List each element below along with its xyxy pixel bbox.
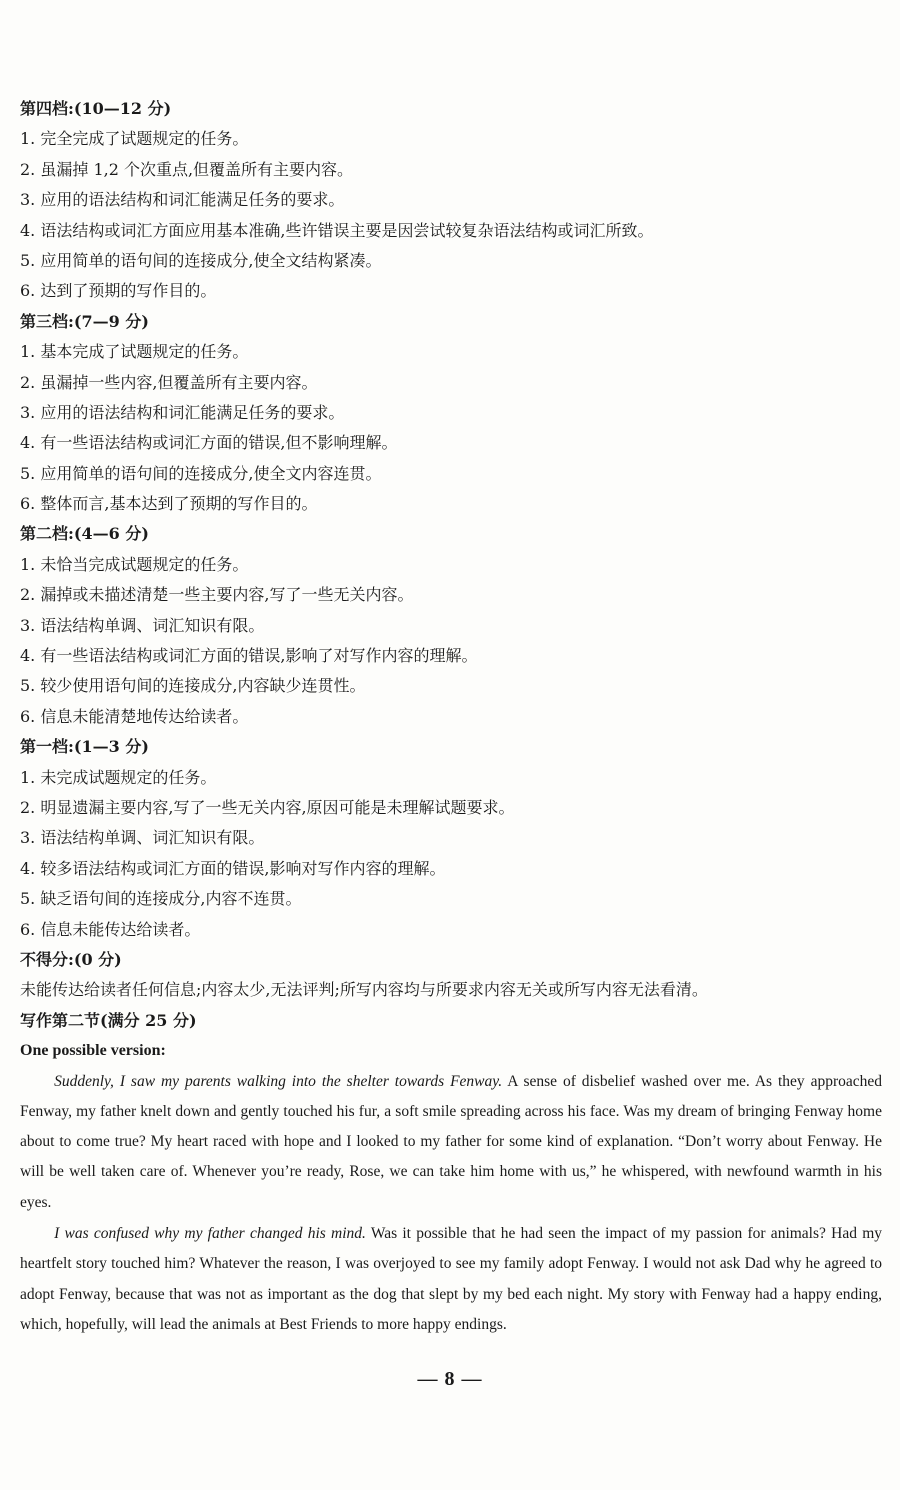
tier-section-3 — [20, 307, 882, 520]
section-heading: 写作第二节(满分 25 分) — [20, 1010, 197, 1030]
criteria-item: 4. 有一些语法结构或词汇方面的错误,影响了对写作内容的理解。 — [20, 646, 478, 666]
criteria-item: 1. 基本完成了试题规定的任务。 — [20, 342, 249, 362]
criteria-item: 未能传达给读者任何信息;内容太少,无法评判;所写内容均与所要求内容无关或所写内容无法看清。 — [20, 980, 708, 1000]
criteria-item: 5. 较少使用语句间的连接成分,内容缺少连贯性。 — [20, 676, 366, 696]
criteria-item: 3. 应用的语法结构和词汇能满足任务的要求。 — [20, 190, 345, 210]
criteria-item: 4. 语法结构或词汇方面应用基本准确,些许错误主要是因尝试较复杂语法结构或词汇所致。 — [20, 220, 654, 240]
page-content — [20, 94, 882, 1340]
tier-section-0 — [20, 945, 882, 1006]
sample-label: One possible version: — [20, 1042, 166, 1060]
essay-paragraph-2 — [20, 1219, 882, 1340]
criteria-item: 6. 达到了预期的写作目的。 — [20, 281, 217, 301]
essay-opening-sentence: Suddenly, I saw my parents walking into the shelter towards Fenway. — [54, 1072, 503, 1090]
criteria-item: 3. 应用的语法结构和词汇能满足任务的要求。 — [20, 402, 345, 422]
criteria-item: 6. 信息未能传达给读者。 — [20, 919, 201, 939]
tier-heading: 不得分:(0 分) — [20, 949, 122, 969]
tier-section-1 — [20, 732, 882, 945]
criteria-item: 2. 虽漏掉一些内容,但覆盖所有主要内容。 — [20, 372, 318, 392]
criteria-item: 4. 有一些语法结构或词汇方面的错误,但不影响理解。 — [20, 433, 398, 453]
criteria-item: 1. 完全完成了试题规定的任务。 — [20, 129, 249, 149]
essay-body-text: A sense of disbelief washed over me. As they approached Fenway, my father knelt down and gently touched his fur, a soft smile spreading across his face. Was my dream of bringing Fenway home about to come true? My heart raced with hope and I looked to my father for some kind of explanation. “Don’t worry about Fenway. He will be well taken care of. Whenever you’re ready, Rose, we can take him home with us,” he whispered, with newfound warmth in his eyes. — [20, 1072, 882, 1211]
essay-opening-sentence: I was confused why my father changed his mind. — [54, 1224, 366, 1242]
criteria-item: 6. 整体而言,基本达到了预期的写作目的。 — [20, 494, 318, 514]
criteria-item: 3. 语法结构单调、词汇知识有限。 — [20, 828, 265, 848]
essay-body-text: Was it possible that he had seen the impact of my passion for animals? Had my heartfelt story touched him? Whatever the reason, I was overjoyed to see my family adopt Fenway. I would not ask Dad why he agreed to adopt Fenway, because that was not as important as the dog that slept by my bed each night. My story with Fenway had a happy ending, which, hopefully, will lead the animals at Best Friends to more happy endings. — [20, 1224, 882, 1333]
criteria-item: 3. 语法结构单调、词汇知识有限。 — [20, 615, 265, 635]
tier-heading: 第二档:(4—6 分) — [20, 524, 149, 544]
criteria-item: 6. 信息未能清楚地传达给读者。 — [20, 706, 249, 726]
tier-heading: 第一档:(1—3 分) — [20, 737, 149, 757]
essay-paragraph-1 — [20, 1067, 882, 1218]
criteria-item: 5. 应用简单的语句间的连接成分,使全文结构紧凑。 — [20, 250, 382, 270]
criteria-item: 1. 未恰当完成试题规定的任务。 — [20, 554, 249, 574]
tier-heading: 第四档:(10—12 分) — [20, 99, 172, 118]
page-number: — 8 — — [417, 1368, 483, 1390]
tier-section-4 — [20, 94, 882, 307]
criteria-item: 2. 明显遗漏主要内容,写了一些无关内容,原因可能是未理解试题要求。 — [20, 797, 515, 817]
criteria-item: 5. 缺乏语句间的连接成分,内容不连贯。 — [20, 889, 302, 909]
criteria-item: 5. 应用简单的语句间的连接成分,使全文内容连贯。 — [20, 463, 382, 483]
criteria-item: 1. 未完成试题规定的任务。 — [20, 767, 217, 787]
criteria-item: 2. 漏掉或未描述清楚一些主要内容,写了一些无关内容。 — [20, 585, 414, 605]
tier-section-2 — [20, 519, 882, 732]
tier-heading: 第三档:(7—9 分) — [20, 311, 149, 331]
writing-section-2 — [20, 1006, 882, 1340]
criteria-item: 2. 虽漏掉 1,2 个次重点,但覆盖所有主要内容。 — [20, 159, 354, 179]
criteria-item: 4. 较多语法结构或词汇方面的错误,影响对写作内容的理解。 — [20, 858, 446, 878]
